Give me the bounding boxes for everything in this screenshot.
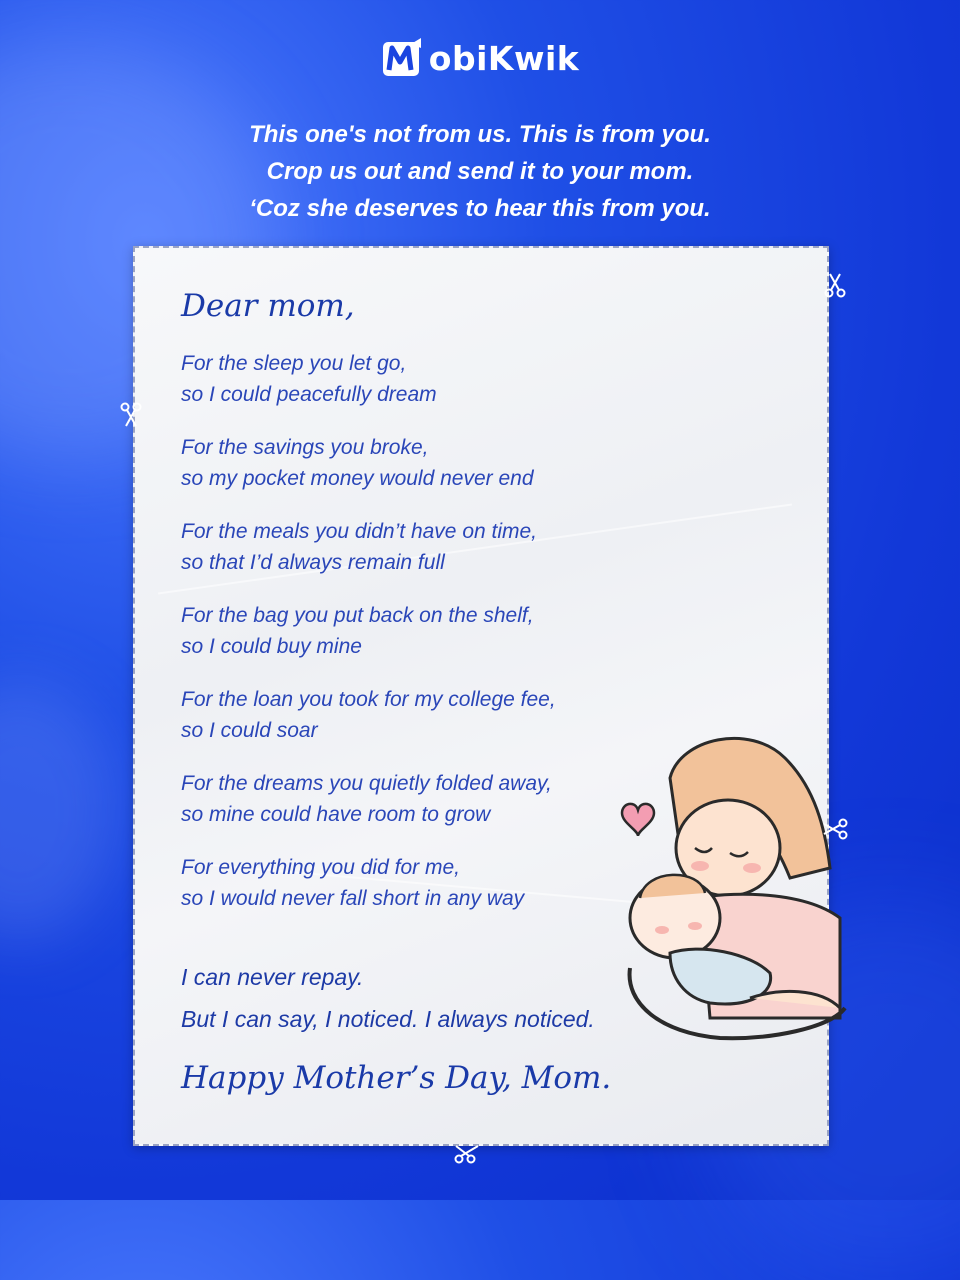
stanza-line: For the bag you put back on the shelf,: [181, 604, 534, 627]
tagline-line: This one's not from us. This is from you.: [249, 121, 711, 148]
letter-paper: [133, 246, 829, 1146]
stanza-line: so mine could have room to grow: [181, 803, 491, 826]
closing-line: I can never repay.: [181, 964, 364, 990]
stanza-line: so I could buy mine: [181, 635, 362, 658]
stanza-line: For the dreams you quietly folded away,: [181, 772, 552, 795]
scissors-icon: [454, 1140, 480, 1166]
stanza-line: so my pocket money would never end: [181, 467, 534, 490]
heart-icon: [622, 804, 654, 836]
letter-greeting: Dear mom,: [181, 288, 355, 324]
scissors-icon: [822, 272, 848, 298]
stanza-line: so that I’d always remain full: [181, 551, 445, 574]
brand-logo: [0, 36, 960, 80]
mother-baby-illustration: [600, 718, 850, 1048]
stanza-line: For the meals you didn’t have on time,: [181, 520, 538, 543]
letter-stanza: [181, 516, 537, 578]
tagline: [0, 116, 960, 227]
stanza-line: For everything you did for me,: [181, 856, 460, 879]
letter-signoff: Happy Mother’s Day, Mom.: [181, 1060, 612, 1096]
scissors-icon: [118, 402, 144, 428]
brand-wordmark: obiKwik: [428, 38, 580, 78]
letter-stanza: [181, 768, 552, 830]
stanza-line: so I could soar: [181, 719, 318, 742]
letter-stanza: [181, 600, 534, 662]
letter-stanza: [181, 852, 524, 914]
closing-line: But I can say, I noticed. I always noticed.: [181, 1006, 595, 1032]
tagline-line: Crop us out and send it to your mom.: [266, 158, 694, 185]
mobikwik-logo-icon: [381, 36, 425, 80]
stanza-line: For the sleep you let go,: [181, 352, 407, 375]
tagline-line: ‘Coz she deserves to hear this from you.: [249, 195, 711, 222]
stanza-line: so I could peacefully dream: [181, 383, 437, 406]
stanza-line: For the savings you broke,: [181, 436, 429, 459]
letter-stanza: [181, 684, 556, 746]
background-glow: [0, 680, 120, 940]
letter-stanza: [181, 348, 437, 410]
scissors-icon: [822, 816, 848, 842]
letter-stanza: [181, 432, 534, 494]
stanza-line: For the loan you took for my college fee,: [181, 688, 556, 711]
stanza-line: so I would never fall short in any way: [181, 887, 525, 910]
